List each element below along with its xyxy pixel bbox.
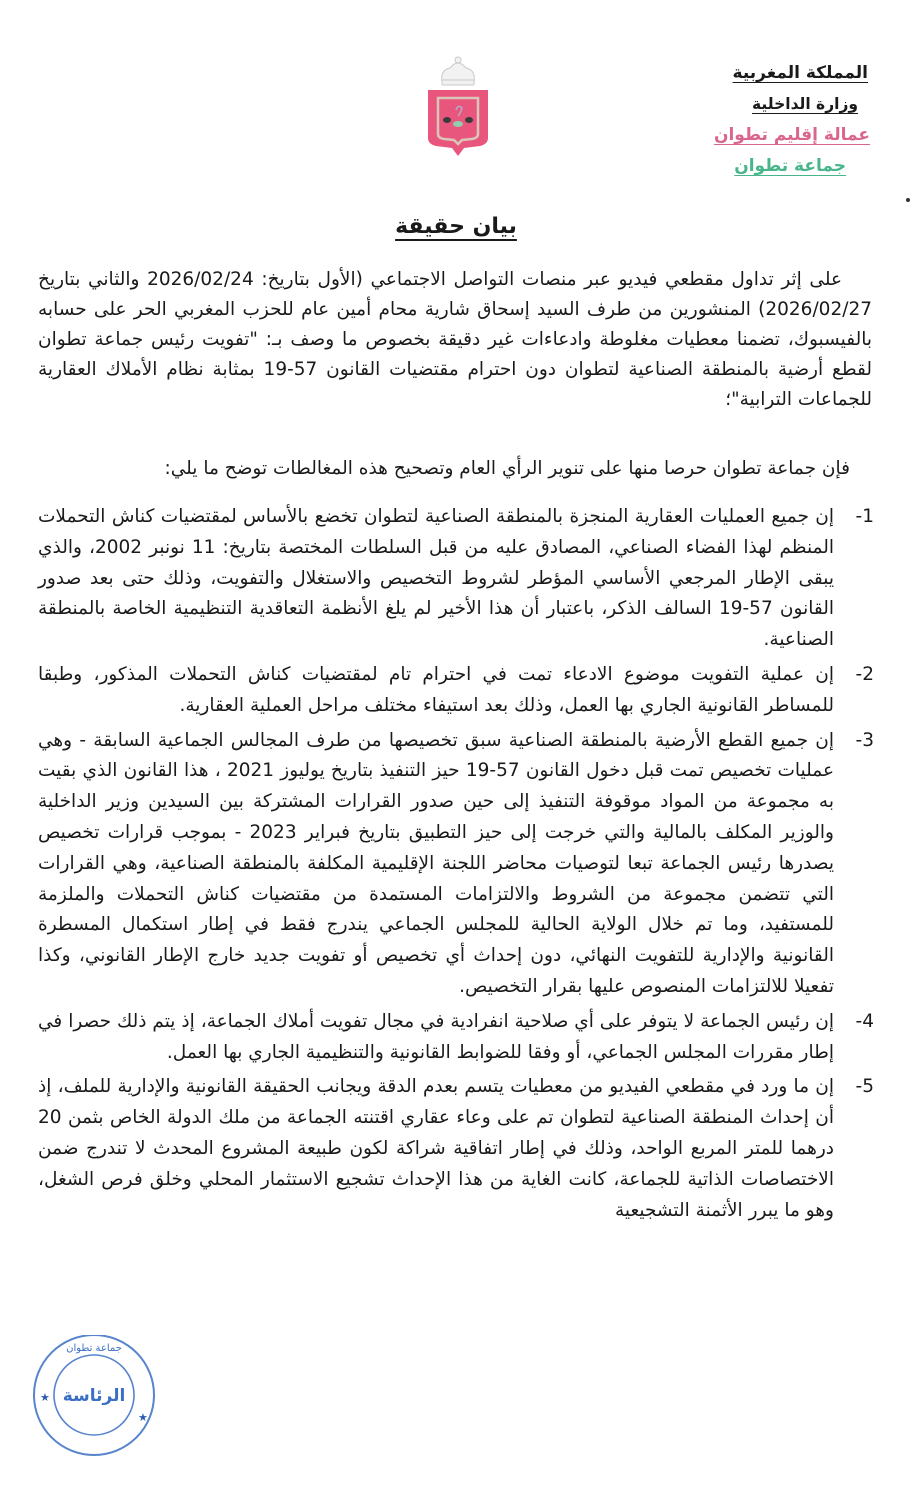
commune-name [674, 151, 874, 182]
ministry-name-text: وزارة الداخلية [752, 95, 858, 113]
lead-in-paragraph: فإن جماعة تطوان حرصا منها على تنوير الرأي العام وتصحيح هذه المغالطات توضح ما يلي: [164, 458, 850, 479]
crown-icon [442, 57, 475, 85]
prefecture-name-text: عمالة إقليم تطوان [713, 125, 870, 145]
point-text: إن جميع العمليات العقارية المنجزة بالمنطقة الصناعية لتطوان تخضع بالأساس لمقتضيات كناش التحملات المنظم لهذا الفضاء الصناعي، المصادق عليه من قبل السلطات المختصة بتاريخ: 11 نونبر 2002، والذي يبقى الإطار المرجعي الأساسي المؤطر لشروط التخصيص والاستغلال والتفويت، وذلك حتى بعد صدور القانون 57-19 السالف الذكر، باعتبار أن هذا الأخير لم يلغ الأنظمة التعاقدية التنظيمية الخاصة بالمنطقة الصناعية. [38, 506, 834, 651]
point-text: إن رئيس الجماعة لا يتوفر على أي صلاحية انفرادية في مجال تفويت أملاك الجماعة، إذ يتم ذلك حصرا في إطار مقررات المجلس الجماعي، أو وفقا للضوابط القانونية والتنظيمية الجاري بها العمل. [38, 1010, 834, 1063]
point-text: إن جميع القطع الأرضية بالمنطقة الصناعية سبق تخصيصها من طرف المجالس الجماعية السابقة - وهي عمليات تخصيص تمت قبل دخول القانون 57-19 حيز التنفيذ بتاريخ يوليوز 2021 ، هذا القانون الذي بقيت به مجموعة من المواد موقوفة التنفيذ إلى حين صدور القرارات المشتركة بين السيدين وزير الداخلية والوزير المكلف بالمالية والتي خرجت إلى حيز التطبيق بتاريخ فبراير 2023 - بموجب قرارات تخصيص يصدرها رئيس الجماعة تبعا لتوصيات محاضر اللجنة الإقليمية المكلفة بالمنطقة الصناعية، وهي القرارات التي تتضمن مجموعة من الشروط والالتزامات المستمدة من مقتضيات كناش التحملات والملزمة للمستفيد، وما تم خلال الولاية الحالية للمجلس الجماعي يندرج فقط في إطار استكمال المسطرة القانونية والإدارية للتفويت النهائي، دون إحداث أي تخصيص أو تفويت جديد خارج الإطار القانوني، وكذا تفعيلا للالتزامات المنصوص عليها بقرار التخصيص. [38, 729, 834, 997]
document-title [0, 214, 912, 239]
kingdom-name [674, 58, 874, 89]
star-icon: ★ [40, 1391, 50, 1404]
point-number: -1 [855, 506, 874, 527]
point-text: إن ما ورد في مقطعي الفيديو من معطيات يتسم بعدم الدقة ويجانب الحقيقة القانونية والإدارية للملف، إذ أن إحداث المنطقة الصناعية لتطوان تم على وعاء عقاري اقتنته الجماعة من ملك الدولة الخاص بثمن 20 درهما للمتر المربع الواحد، وذلك في إطار اتفاقية شراكة لكون طبيعة المشروع المحدث لا تندرج ضمن الاختصاصات الذاتية للجماعة، كانت الغاية من هذا الإحداث تشجيع الاستثمار المحلي وخلق فرص الشغل، وهو ما يبرر الأثمنة التشجيعية [38, 1076, 834, 1221]
star-icon: ★ [138, 1411, 148, 1424]
list-item [38, 660, 874, 722]
point-text: إن عملية التفويت موضوع الادعاء تمت في احترام تام لمقتضيات كناش التحملات المذكور، وطبقا للمساطر القانونية الجاري بها العمل، وذلك بعد استيفاء مختلف مراحل العملية العقارية. [38, 663, 834, 716]
clarification-points-list [38, 502, 874, 1230]
point-number: -5 [855, 1076, 874, 1098]
kingdom-name-text: المملكة المغربية [732, 63, 868, 83]
document-title-text: بيان حقيقة [395, 214, 517, 239]
point-number: -3 [855, 729, 874, 751]
intro-paragraph: على إثر تداول مقطعي فيديو عبر منصات التواصل الاجتماعي (الأول بتاريخ: 2026/02/24 والثاني بتاريخ 2026/02/27) المنشورين من طرف السيد إسحاق شارية محام أمين عام للحزب المغربي الحر على حسابه بالفيسبوك، تضمنا معطيات مغلوطة وادعاءات غير دقيقة بخصوص ما وصف بـ: "تفويت رئيس جماعة تطوان لقطع أرضية بالمنطقة الصناعية لتطوان دون احترام مقتضيات القانون 57-19 بمثابة نظام الأملاك العقارية للجماعات الترابية"؛ [38, 269, 873, 410]
prefecture-name [674, 120, 874, 151]
ministry-name [674, 89, 874, 120]
scan-mark [906, 198, 910, 202]
point-number: -4 [855, 1010, 874, 1032]
list-item [38, 1007, 874, 1069]
official-stamp [22, 1335, 172, 1485]
stamp-ring-text: جماعة تطوان [66, 1343, 122, 1354]
list-item [38, 726, 874, 1003]
list-item [38, 1072, 874, 1226]
letterhead [674, 58, 874, 182]
moroccan-coat-of-arms-icon [420, 52, 496, 160]
stamp-center-text: الرئاسة [62, 1386, 126, 1406]
commune-name-text: جماعة تطوان [734, 156, 846, 176]
list-item [38, 502, 874, 656]
point-number: -2 [855, 663, 874, 685]
